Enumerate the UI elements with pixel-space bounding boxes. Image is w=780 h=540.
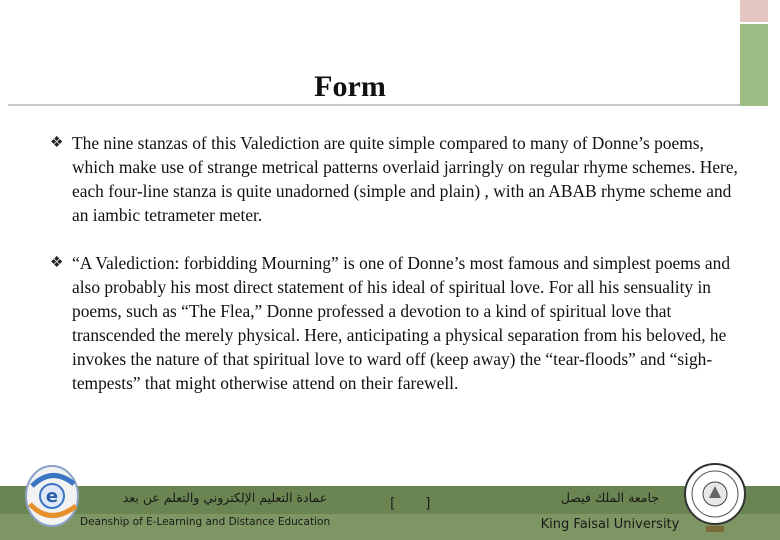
- footer-university-arabic: جامعة الملك فيصل: [560, 490, 660, 505]
- diamond-bullet-icon: ❖: [50, 135, 64, 151]
- bullet-item-1: [50, 131, 740, 227]
- page-bracket-close: ]: [425, 496, 431, 512]
- corner-accent-bottom: [740, 24, 768, 106]
- diamond-bullet-icon: ❖: [50, 255, 64, 271]
- footer-deanship-arabic: عمادة التعليم الإلكتروني والتعلم عن بعد: [122, 490, 328, 505]
- footer-university-english: King Faisal University: [540, 517, 680, 532]
- corner-accent-top: [740, 0, 768, 22]
- title-divider: [8, 104, 740, 106]
- footer-deanship-english: Deanship of E-Learning and Distance Education: [80, 516, 331, 528]
- university-seal-icon: [680, 458, 750, 536]
- e-learning-globe-icon: [22, 456, 82, 536]
- bullet-item-2: [50, 251, 740, 395]
- bullet-text-2: “A Valediction: forbidding Mourning” is one of Donne’s most famous and simplest poems and also probably his most direct statement of his ideal of spiritual love. For all his sensuality in poems, such as “The Flea,” Donne professed a devotion to a kind of spiritual love that transcended the merely physical. Here, anticipating a physical separation from his beloved, he invokes the nature of that spiritual love to ward off (keep away) the “tear-floods” and “sigh-tempests” that might otherwise attend on their farewell.: [72, 253, 731, 393]
- slide-title: Form: [314, 70, 386, 103]
- bullet-text-1: The nine stanzas of this Valediction are quite simple compared to many of Donne’s poems, which make use of strange metrical patterns overlaid jarringly on regular rhyme schemes. Here, each four-line stanza is quite unadorned (simple and plain) , with an ABAB rhyme scheme and an iambic tetrameter meter.: [72, 133, 738, 225]
- svg-text:e: e: [45, 486, 59, 507]
- footer-bar: [0, 486, 780, 540]
- page-bracket-open: [: [390, 496, 396, 512]
